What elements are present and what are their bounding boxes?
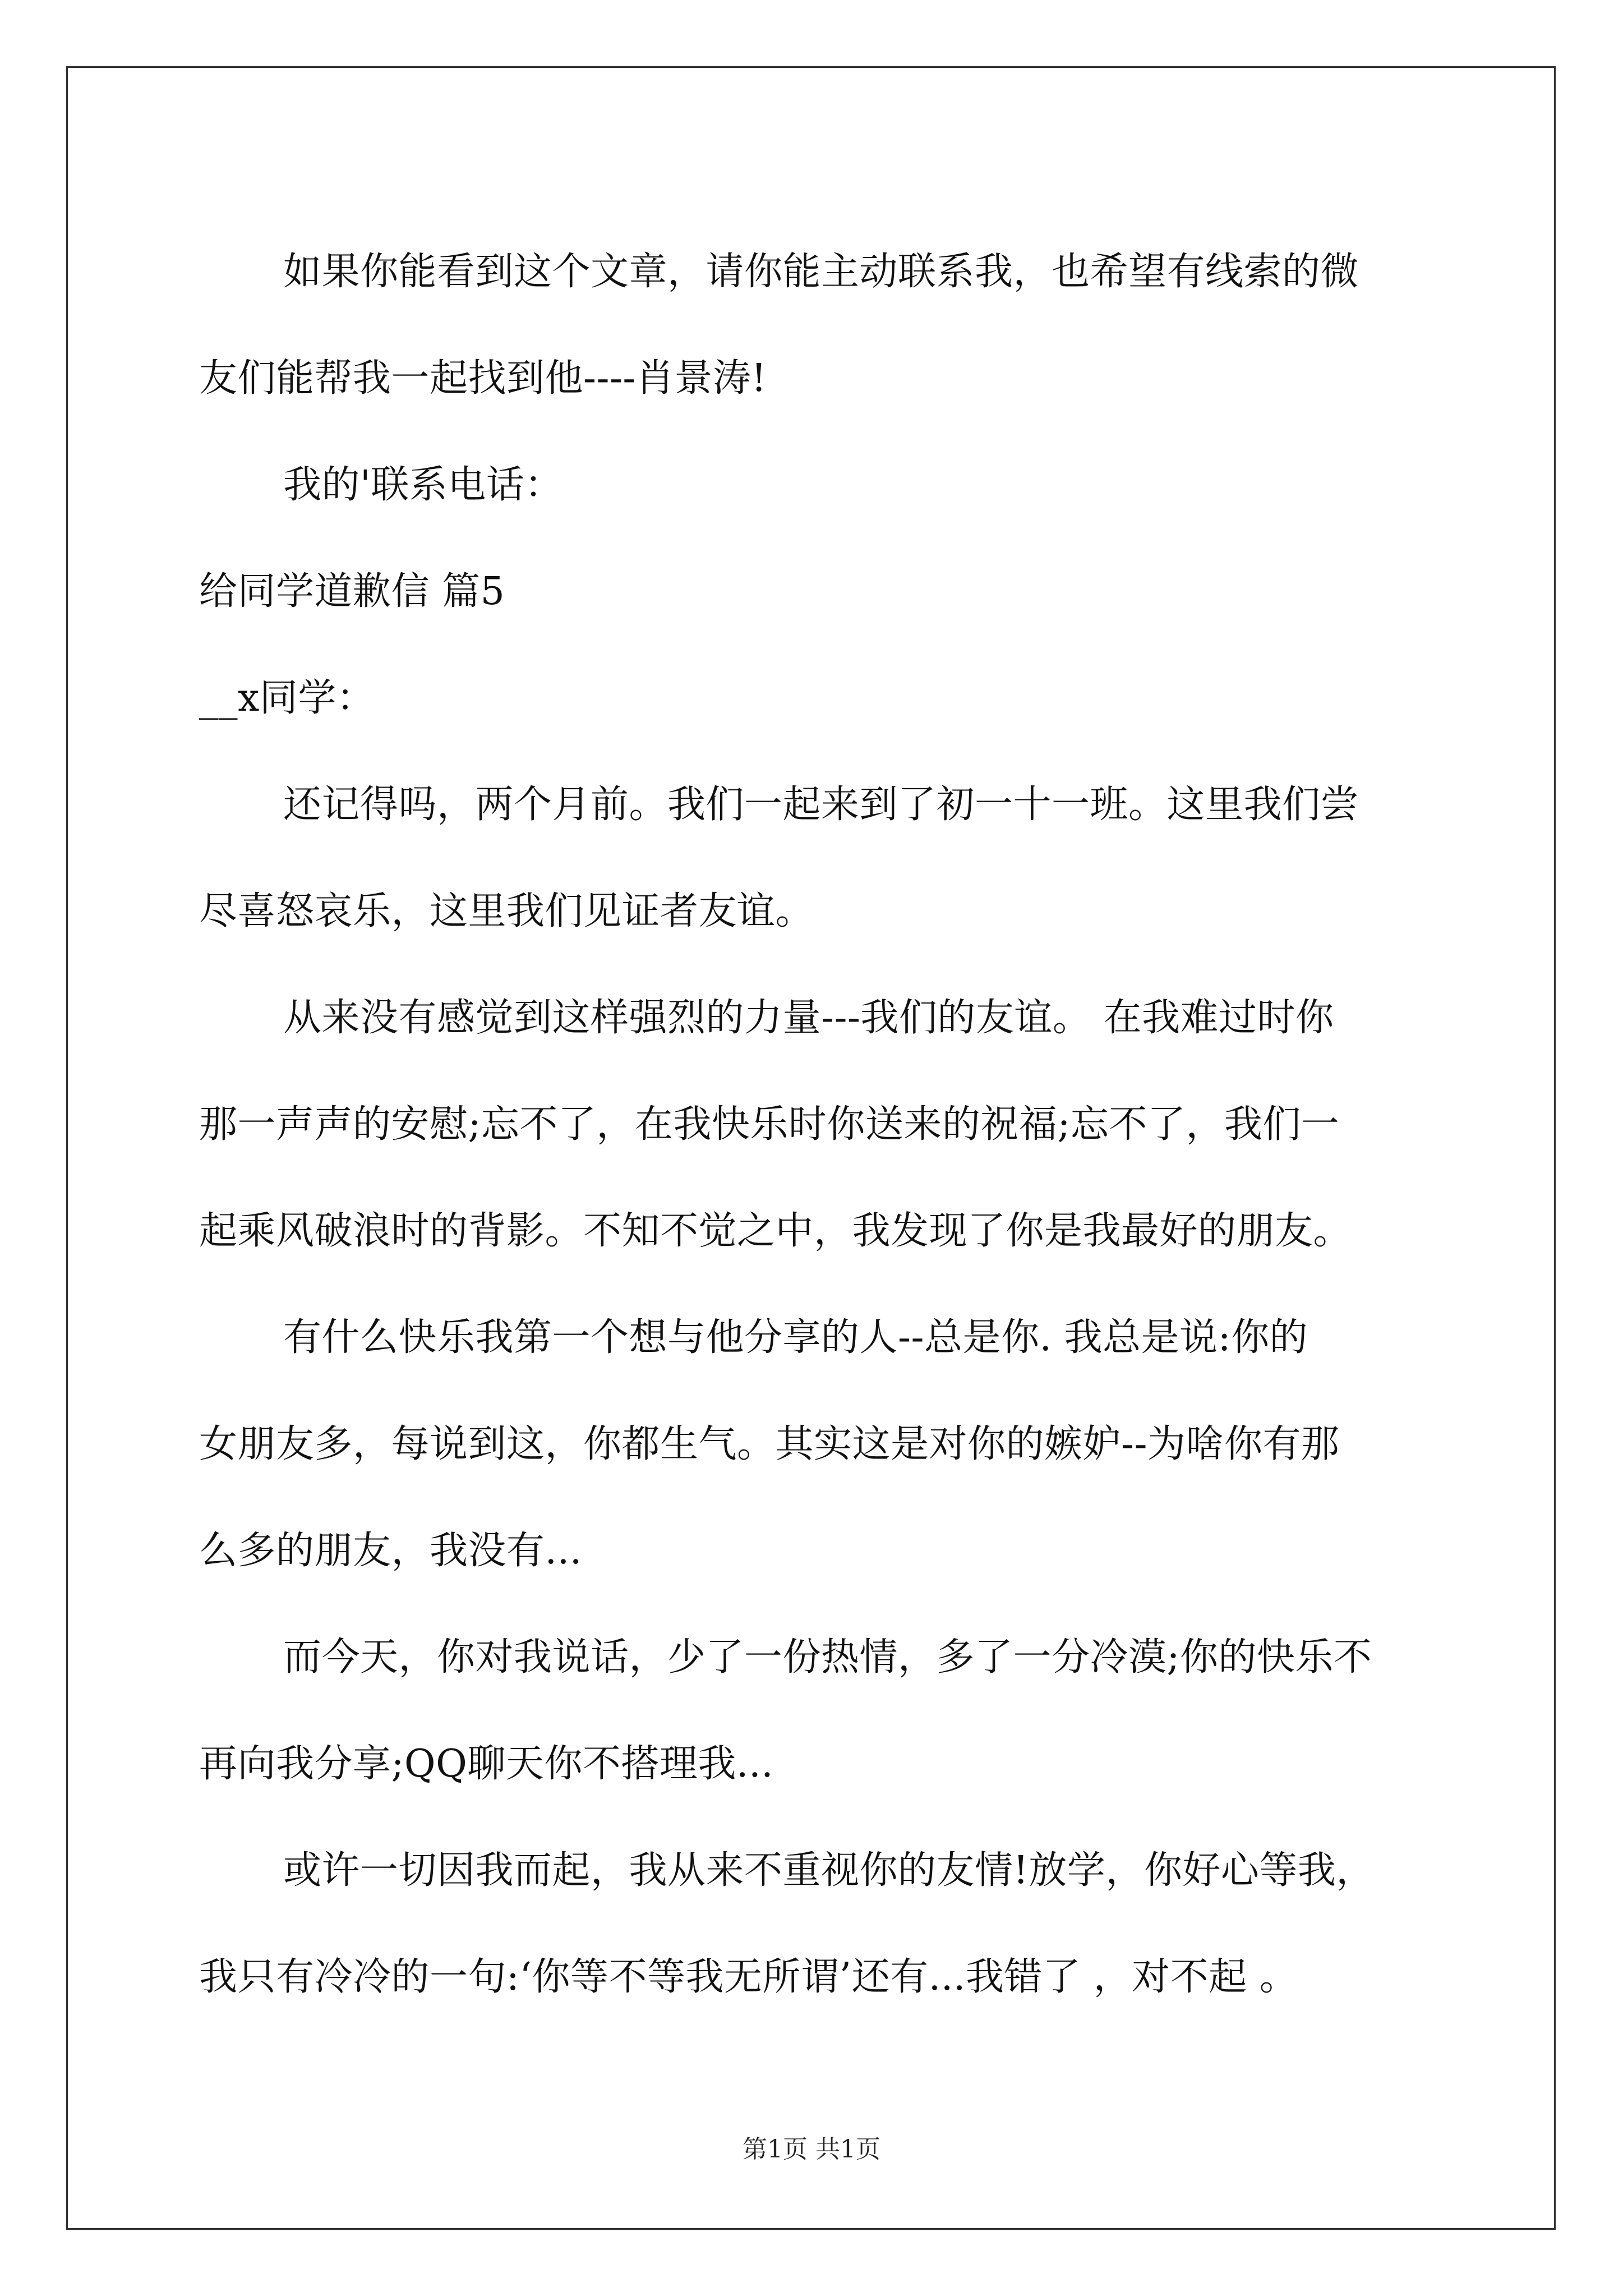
paragraph-line: 还记得吗，两个月前。我们一起来到了初一十一班。这里我们尝 bbox=[283, 783, 1359, 827]
page-number-footer: 第1页 共1页 bbox=[743, 2135, 880, 2164]
paragraph-line: 如果你能看到这个文章，请你能主动联系我，也希望有线索的微 bbox=[283, 250, 1359, 294]
section-heading: 给同学道歉信 篇5 bbox=[199, 569, 505, 614]
paragraph-line: 么多的朋友，我没有... bbox=[199, 1529, 582, 1573]
paragraph-line: 我的'联系电话： bbox=[283, 463, 563, 507]
salutation: __x同学： bbox=[199, 676, 375, 720]
paragraph-line: 再向我分享;QQ聊天你不搭理我... bbox=[199, 1742, 774, 1786]
paragraph-line: 我只有冷冷的一句:‘你等不等我无所谓’还有...我错了 ，对不起 。 bbox=[199, 1955, 1298, 1999]
paragraph-line: 女朋友多，每说到这，你都生气。其实这是对你的嫉妒--为啥你有那 bbox=[199, 1422, 1340, 1466]
paragraph-line: 而今天，你对我说话，少了一份热情，多了一分冷漠;你的快乐不 bbox=[283, 1635, 1372, 1680]
paragraph-line: 起乘风破浪时的背影。不知不觉之中，我发现了你是我最好的朋友。 bbox=[199, 1209, 1352, 1253]
paragraph-line: 那一声声的安慰;忘不了，在我快乐时你送来的祝福;忘不了，我们一 bbox=[199, 1102, 1340, 1147]
paragraph-line: 或许一切因我而起，我从来不重视你的友情!放学，你好心等我， bbox=[283, 1848, 1375, 1893]
paragraph-line: 从来没有感觉到这样强烈的力量---我们的友谊。 在我难过时你 bbox=[283, 996, 1334, 1040]
paragraph-line: 有什么快乐我第一个想与他分享的人--总是你. 我总是说:你的 bbox=[283, 1315, 1308, 1360]
paragraph-line: 友们能帮我一起找到他----肖景涛! bbox=[199, 356, 767, 401]
document-body bbox=[199, 219, 1427, 2031]
paragraph-line: 尽喜怒哀乐，这里我们见证者友谊。 bbox=[199, 889, 814, 933]
